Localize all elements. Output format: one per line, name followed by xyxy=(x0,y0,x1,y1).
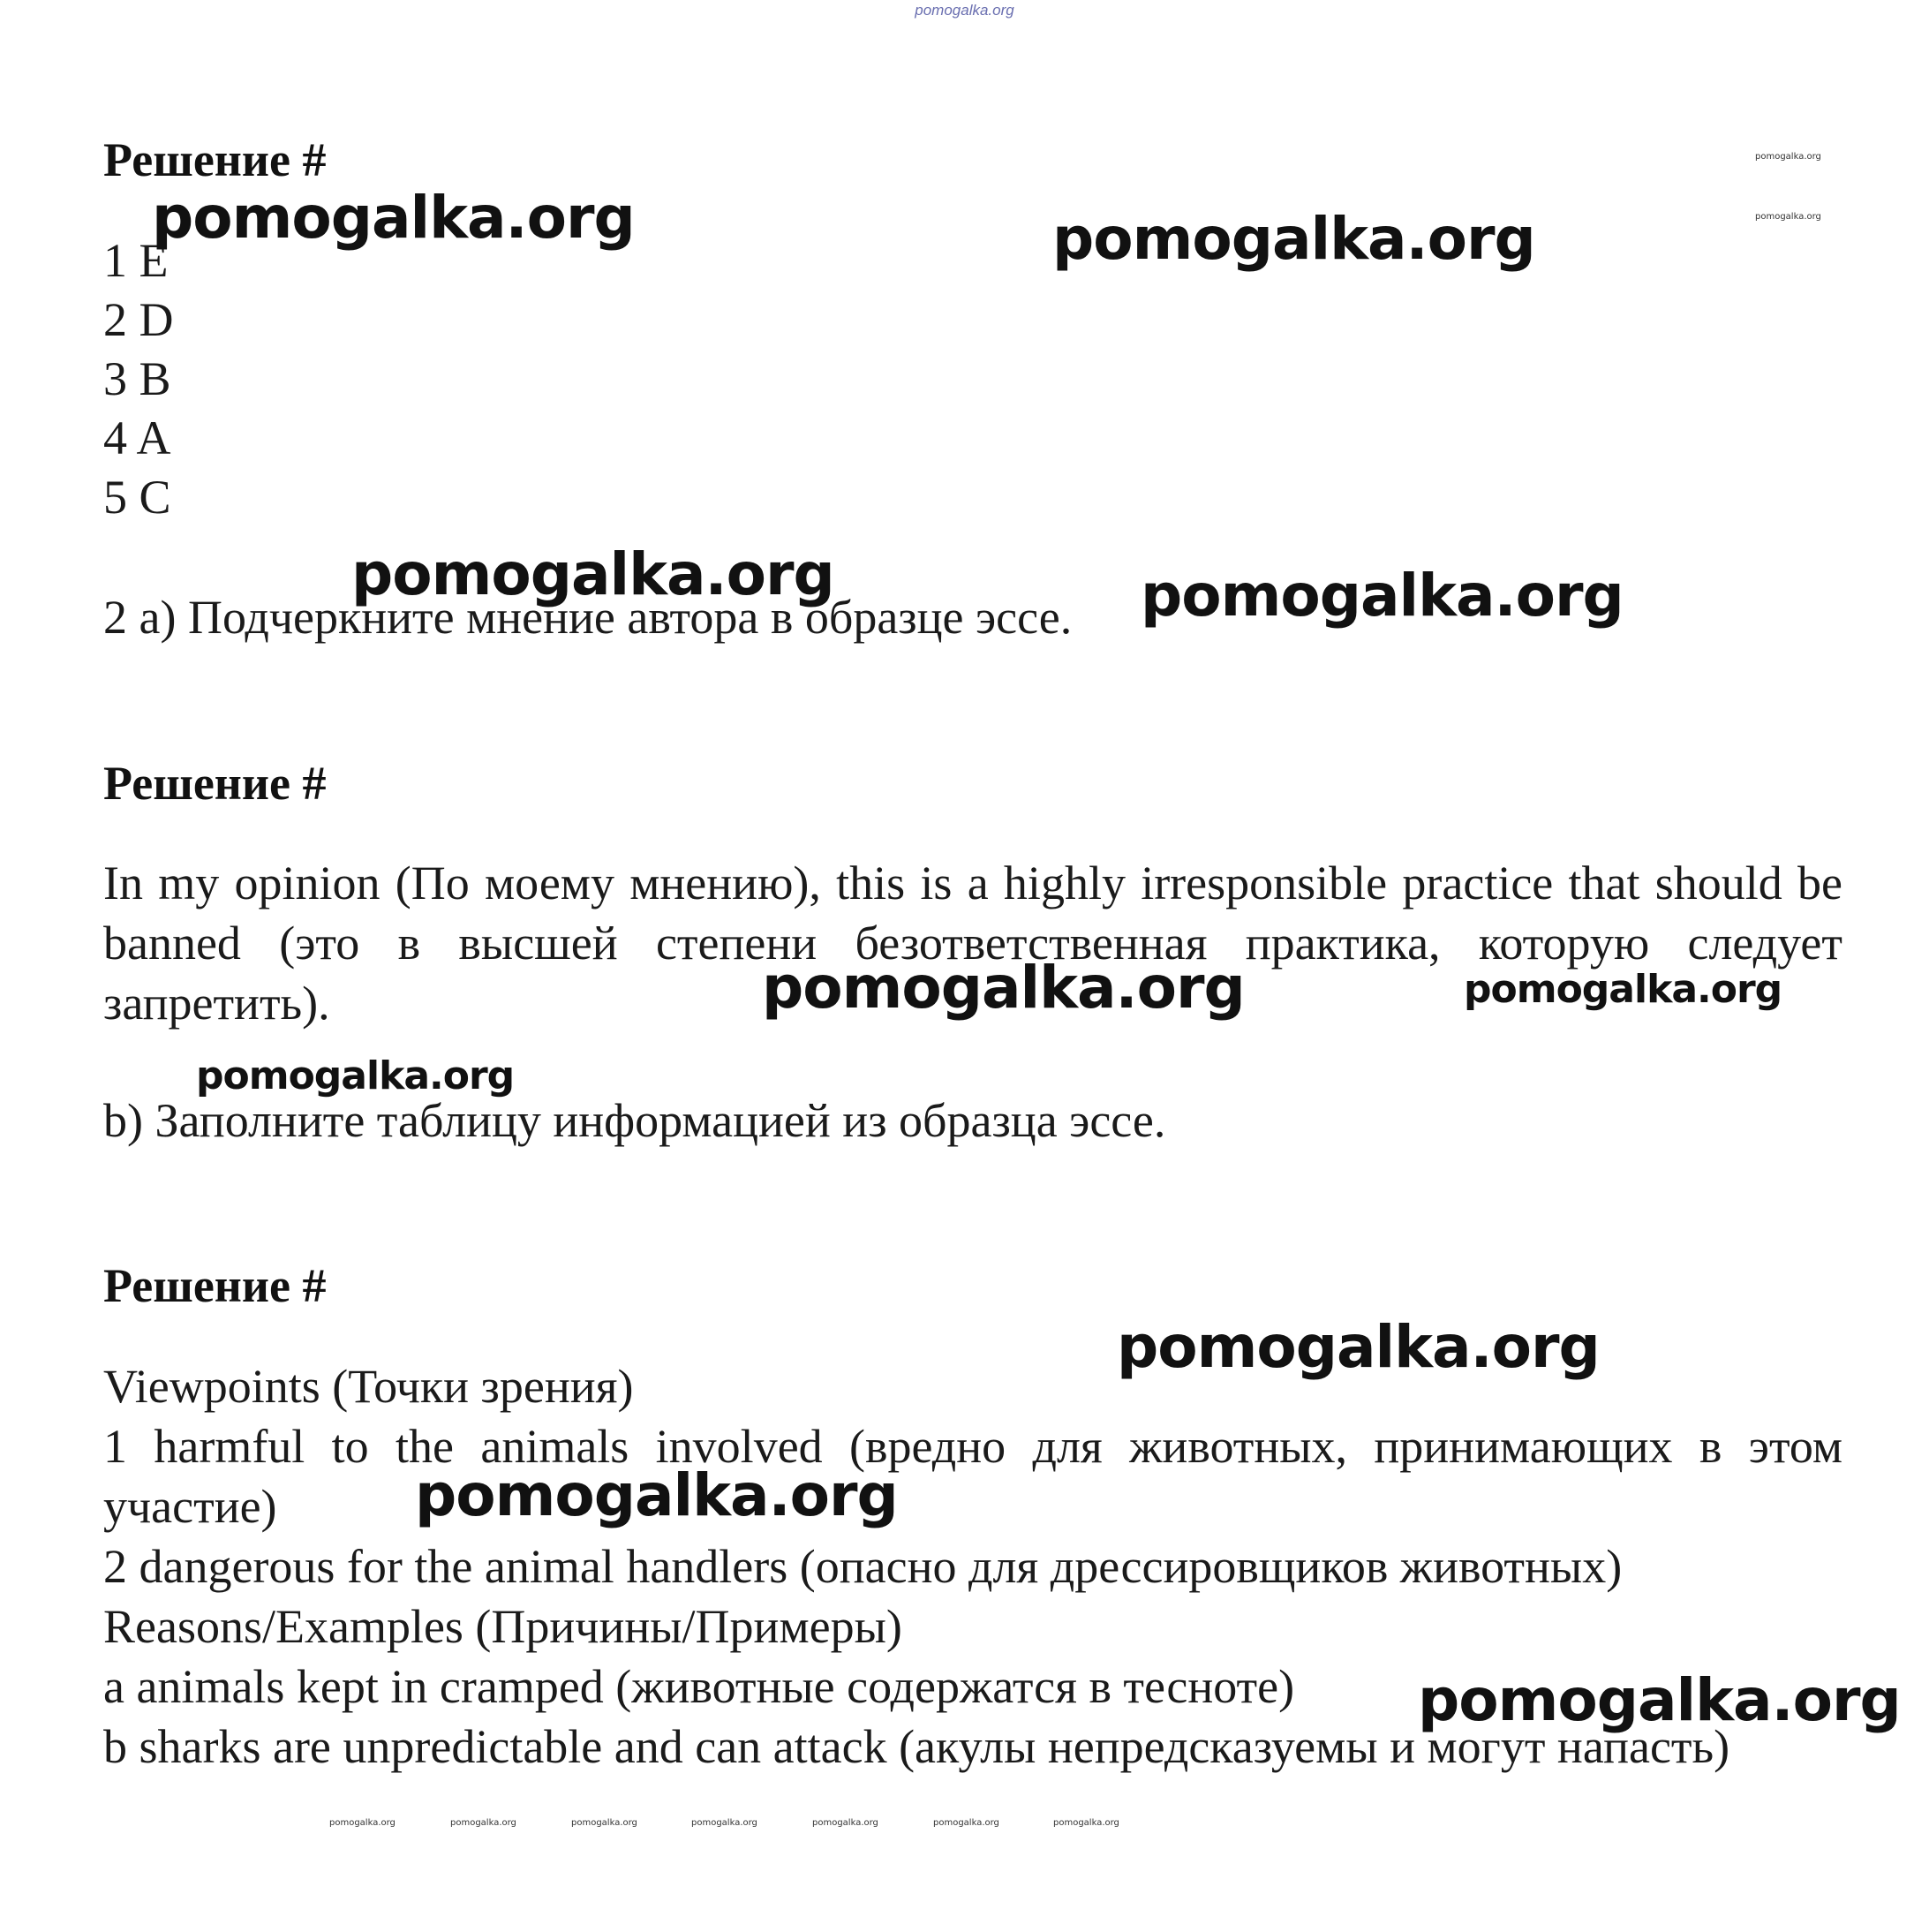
answer-item: 1 E xyxy=(103,234,169,287)
answer-item: 4 A xyxy=(103,411,171,464)
watermark: pomogalka.org xyxy=(1141,562,1624,630)
watermark: pomogalka.org xyxy=(415,1461,898,1529)
watermark: pomogalka.org xyxy=(351,540,834,608)
table-line: b sharks are unpredictable and can attack (акулы непредсказуемы и могут напасть) xyxy=(103,1720,1730,1773)
table-line: Viewpoints (Точки зрения) xyxy=(103,1360,634,1413)
watermark: pomogalka.org xyxy=(812,1818,878,1828)
solution-heading-2: Решение # xyxy=(103,757,327,810)
solution-heading-1: Решение # xyxy=(103,133,327,186)
watermark: pomogalka.org xyxy=(1117,1313,1600,1381)
opinion-paragraph: In my opinion (По моему мнению), this is a highly irresponsible practice that should be banned (это в высшей степени безответственная практика, которую следует запретить). xyxy=(103,857,1842,1030)
top-watermark: pomogalka.org xyxy=(915,2,1014,19)
watermark: pomogalka.org xyxy=(933,1818,999,1828)
answer-item: 5 C xyxy=(103,471,171,524)
task-2a: 2 a) Подчеркните мнение автора в образце эссе. xyxy=(103,591,1073,644)
watermark: pomogalka.org xyxy=(691,1818,757,1828)
watermark: pomogalka.org xyxy=(762,954,1245,1022)
task-2b: b) Заполните таблицу информацией из образца эссе. xyxy=(103,1094,1166,1147)
watermark: pomogalka.org xyxy=(571,1818,637,1828)
watermark: pomogalka.org xyxy=(1755,212,1821,222)
table-line: 2 dangerous for the animal handlers (опасно для дрессировщиков животных) xyxy=(103,1540,1623,1593)
watermark: pomogalka.org xyxy=(1052,205,1535,273)
watermark: pomogalka.org xyxy=(152,184,635,252)
watermark: pomogalka.org xyxy=(329,1818,396,1828)
watermark: pomogalka.org xyxy=(1053,1818,1119,1828)
watermark: pomogalka.org xyxy=(196,1053,515,1098)
watermark: pomogalka.org xyxy=(1464,967,1782,1012)
table-line: Reasons/Examples (Причины/Примеры) xyxy=(103,1600,902,1653)
table-line: 1 harmful to the animals involved (вредно для животных, принимающих в этом участие) xyxy=(103,1420,1842,1533)
table-line: a animals kept in cramped (животные содержатся в тесноте) xyxy=(103,1660,1295,1713)
watermark: pomogalka.org xyxy=(1755,152,1821,162)
answer-item: 3 B xyxy=(103,352,171,405)
watermark: pomogalka.org xyxy=(450,1818,516,1828)
solution-heading-3: Решение # xyxy=(103,1259,327,1312)
answer-list xyxy=(103,231,174,527)
answer-item: 2 D xyxy=(103,293,174,346)
watermark: pomogalka.org xyxy=(1418,1666,1901,1734)
